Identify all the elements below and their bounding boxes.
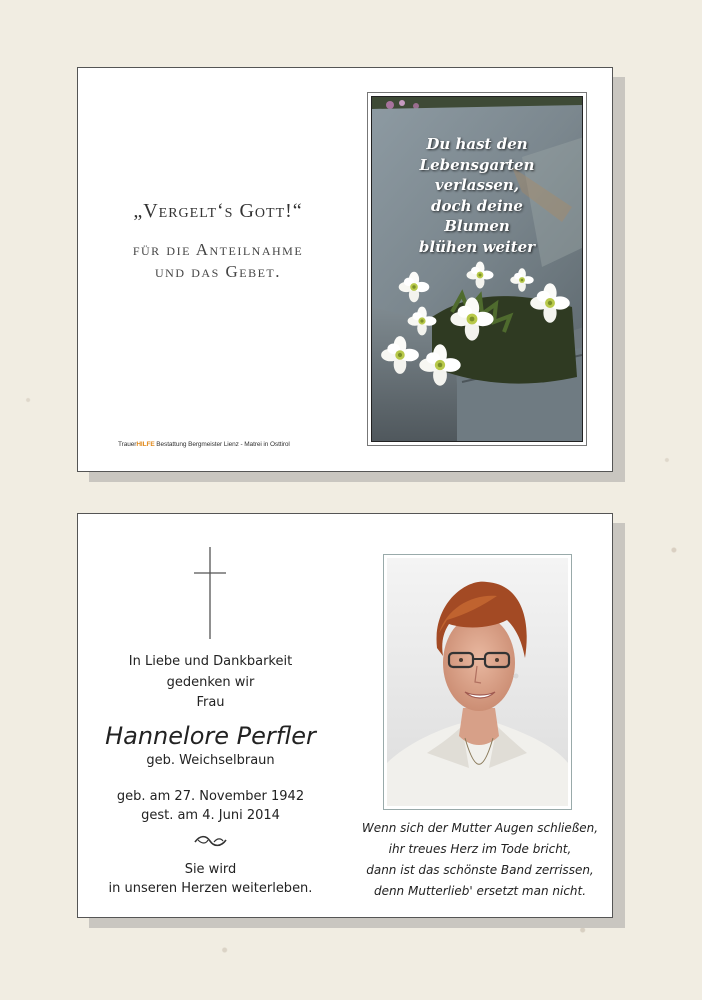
flower-photo-frame [367,92,587,446]
remembrance-line: gedenken wir [166,675,255,690]
funeral-home-credit [118,441,290,448]
closing-line: Sie wird [184,862,237,877]
closing-line: in unseren Herzen weiterleben. [108,881,313,896]
cross-icon [193,547,229,642]
remembrance-line: Frau [196,695,225,710]
portrait-image [387,558,568,806]
portrait-frame [383,554,572,810]
memorial-card [77,513,613,918]
death-date: gest. am 4. Juni 2014 [141,808,280,823]
thank-you-card [77,67,613,472]
thanks-line: für die Anteilnahme [132,240,304,259]
flower-photo [371,96,583,442]
verse-line: Blumen [444,217,510,235]
ornament-icon [192,834,230,848]
verse-line: Du hast den [426,135,528,153]
deceased-name: Hannelore Perfler [105,722,316,750]
credit-prefix: Trauer [118,441,137,448]
portrait-photo [387,558,568,806]
verse-line: doch deine [431,196,523,215]
credit-highlight: HILFE [136,441,155,448]
credit-suffix: Bestattung Bergmeister Lienz - Matrei in Osttirol [154,441,290,448]
verse-line: Lebensgarten [419,155,535,174]
birth-name: geb. Weichselbraun [146,753,275,768]
poem-line: ihr treues Herz im Tode bricht, [388,842,572,856]
verse-line: blühen weiter [418,237,536,256]
poem-line: Wenn sich der Mutter Augen schließen, [361,821,599,835]
birth-date: geb. am 27. November 1942 [116,789,305,804]
photo-verse [372,134,582,257]
verse-line: verlassen, [434,176,520,194]
thanks-line: und das Gebet. [154,262,282,281]
remembrance-line: In Liebe und Dankbarkeit [128,654,293,669]
poem-line: denn Mutterlieb' ersetzt man nicht. [373,884,587,898]
poem-line: dann ist das schönste Band zerrissen, [366,863,594,877]
thanks-title: „Vergelt‘s Gott!“ [133,200,303,222]
